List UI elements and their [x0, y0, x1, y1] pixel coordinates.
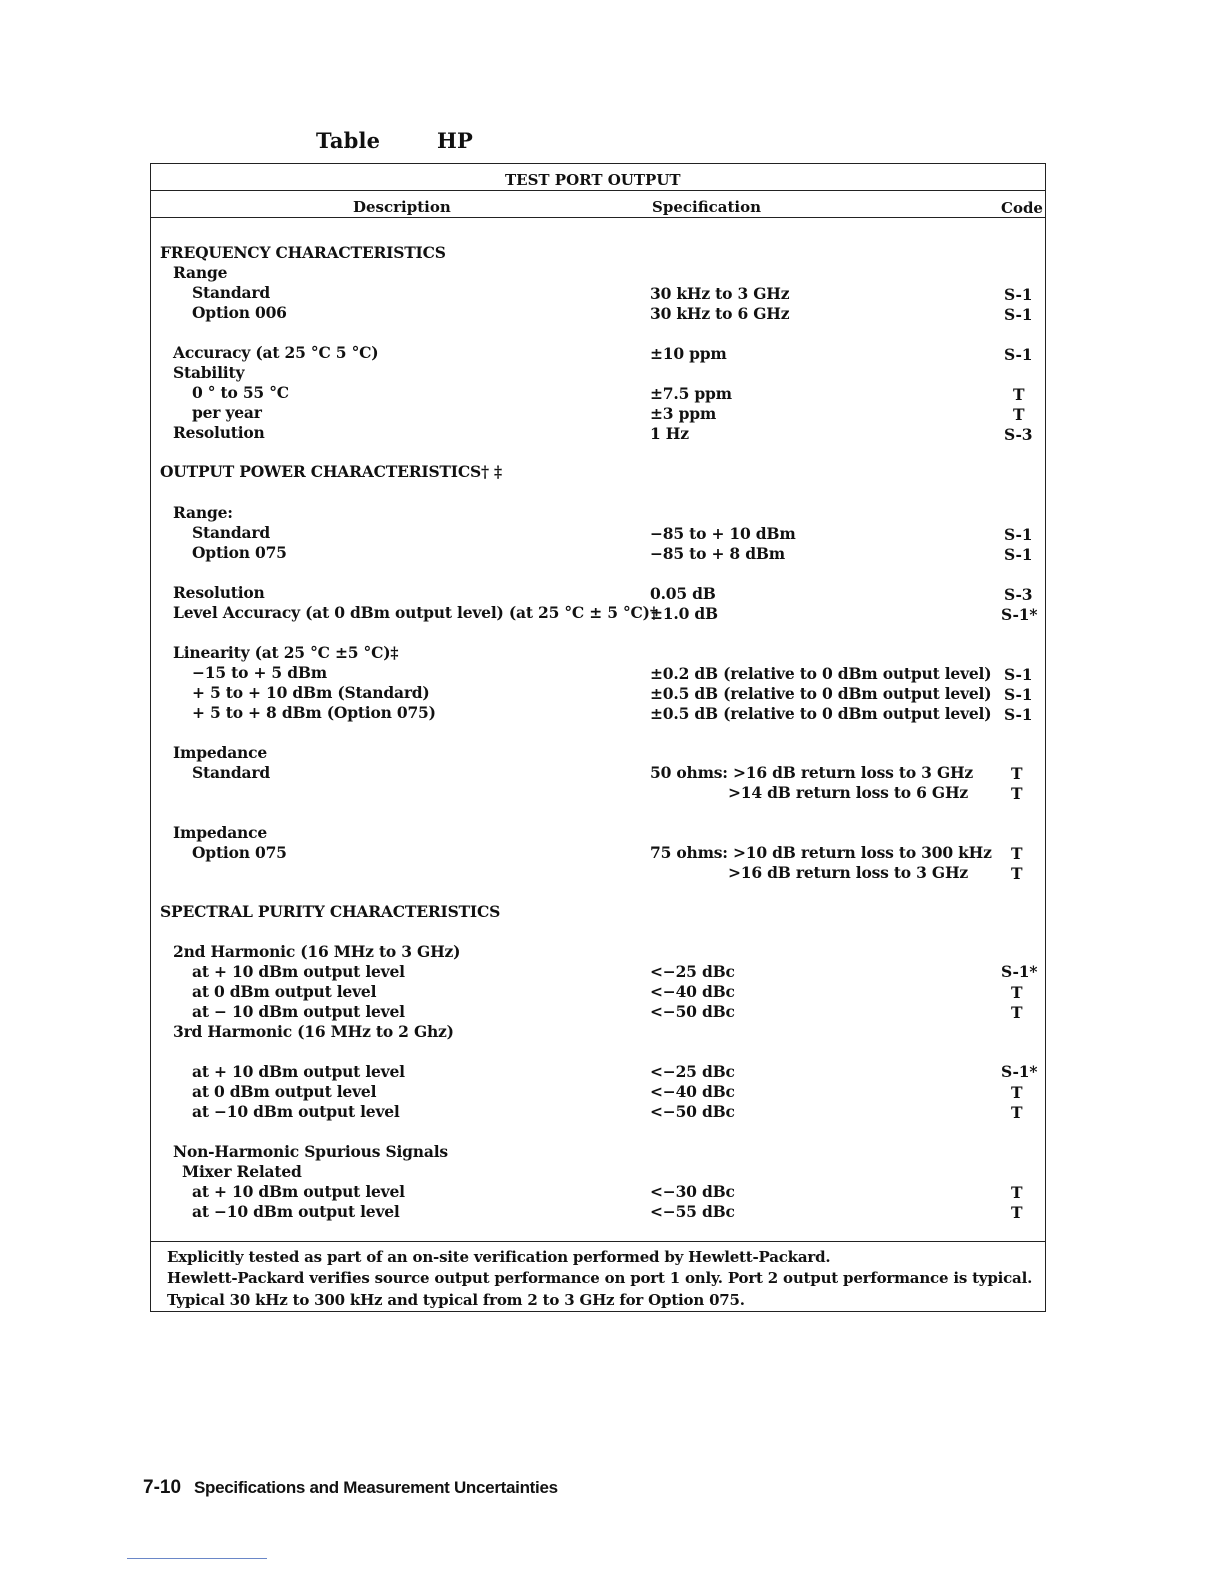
row-label: Resolution: [173, 583, 265, 602]
row-spec: −85 to + 10 dBm: [650, 524, 796, 543]
row-code: S-3: [1004, 585, 1033, 604]
row-code: S-1*: [1001, 605, 1038, 624]
row-label: Impedance: [173, 823, 268, 842]
row-spec: ±7.5 ppm: [650, 384, 732, 403]
row-label: Non-Harmonic Spurious Signals: [173, 1142, 448, 1161]
row-label: at −10 dBm output level: [192, 1202, 400, 1221]
row-code: T: [1011, 1103, 1023, 1122]
row-label: Stability: [173, 363, 245, 382]
footnote-rule: [150, 1241, 1046, 1242]
row-spec: >16 dB return loss to 3 GHz: [728, 863, 969, 882]
row-code: T: [1011, 1083, 1023, 1102]
row-label: at 0 dBm output level: [192, 1082, 377, 1101]
section-output-power: OUTPUT POWER CHARACTERISTICS† ‡: [160, 462, 502, 481]
row-spec: ±1.0 dB: [650, 604, 718, 623]
row-label: −15 to + 5 dBm: [192, 663, 327, 682]
header-specification: Specification: [652, 198, 761, 216]
row-code: T: [1011, 844, 1023, 863]
row-spec: >14 dB return loss to 6 GHz: [728, 783, 969, 802]
row-spec: ±0.5 dB (relative to 0 dBm output level): [650, 704, 992, 723]
row-spec: ±3 ppm: [650, 404, 717, 423]
row-code: T: [1011, 1183, 1023, 1202]
section-spectral-purity: SPECTRAL PURITY CHARACTERISTICS: [160, 902, 501, 921]
running-footer: Specifications and Measurement Uncertainties: [194, 1478, 558, 1497]
row-spec: <−25 dBc: [650, 962, 735, 981]
row-label: Option 075: [192, 843, 287, 862]
row-code: S-1: [1004, 345, 1033, 364]
row-spec: 1 Hz: [650, 424, 689, 443]
section-frequency: FREQUENCY CHARACTERISTICS: [160, 243, 446, 262]
row-spec: 50 ohms: >16 dB return loss to 3 GHz: [650, 763, 974, 782]
banner-rule: [150, 190, 1046, 191]
row-label: + 5 to + 10 dBm (Standard): [192, 683, 430, 702]
row-label: 3rd Harmonic (16 MHz to 2 Ghz): [173, 1022, 454, 1041]
row-spec: −85 to + 8 dBm: [650, 544, 785, 563]
row-spec: <−30 dBc: [650, 1182, 735, 1201]
row-spec: <−50 dBc: [650, 1002, 735, 1021]
footnote: Hewlett-Packard verifies source output performance on port 1 only. Port 2 output performance is typical.: [167, 1269, 1033, 1287]
row-code: S-1*: [1001, 962, 1038, 981]
row-label: Mixer Related: [182, 1162, 302, 1181]
row-spec: ±0.5 dB (relative to 0 dBm output level): [650, 684, 992, 703]
row-label: Linearity (at 25 °C ±5 °C)‡: [173, 643, 399, 662]
row-code: T: [1011, 1003, 1023, 1022]
bottom-rule: [127, 1558, 267, 1559]
row-spec: <−25 dBc: [650, 1062, 735, 1081]
row-label: at + 10 dBm output level: [192, 1062, 405, 1081]
row-label: Level Accuracy (at 0 dBm output level) (at 25 °C ± 5 °C)†: [173, 603, 658, 622]
row-label: Resolution: [173, 423, 265, 442]
row-spec: 0.05 dB: [650, 584, 716, 603]
row-code: S-1: [1004, 665, 1033, 684]
spec-table-frame: [150, 163, 1046, 1312]
row-label: Range: [173, 263, 228, 282]
row-label: per year: [192, 403, 262, 422]
row-label: + 5 to + 8 dBm (Option 075): [192, 703, 436, 722]
row-label: Range:: [173, 503, 233, 522]
row-code: S-3: [1004, 425, 1033, 444]
row-label: Impedance: [173, 743, 268, 762]
row-label: Standard: [192, 763, 270, 782]
row-label: Option 006: [192, 303, 287, 322]
row-spec: ±0.2 dB (relative to 0 dBm output level): [650, 664, 992, 683]
row-code: T: [1011, 764, 1023, 783]
row-spec: 75 ohms: >10 dB return loss to 300 kHz: [650, 843, 992, 862]
row-spec: <−40 dBc: [650, 982, 735, 1001]
row-code: S-1: [1004, 705, 1033, 724]
row-label: at − 10 dBm output level: [192, 1002, 405, 1021]
row-label: at −10 dBm output level: [192, 1102, 400, 1121]
row-code: T: [1013, 405, 1025, 424]
row-spec: 30 kHz to 6 GHz: [650, 304, 790, 323]
header-rule: [150, 217, 1046, 218]
row-label: Option 075: [192, 543, 287, 562]
table-hp-label: HP: [437, 128, 474, 153]
row-spec: <−40 dBc: [650, 1082, 735, 1101]
row-code: S-1: [1004, 685, 1033, 704]
header-code: Code: [1001, 199, 1043, 217]
row-label: Standard: [192, 523, 270, 542]
footnote: Explicitly tested as part of an on-site verification performed by Hewlett-Packard.: [167, 1248, 831, 1266]
row-code: S-1: [1004, 305, 1033, 324]
row-spec: 30 kHz to 3 GHz: [650, 284, 790, 303]
row-spec: <−50 dBc: [650, 1102, 735, 1121]
row-label: Standard: [192, 283, 270, 302]
row-code: S-1: [1004, 285, 1033, 304]
row-code: T: [1011, 1203, 1023, 1222]
row-code: T: [1011, 784, 1023, 803]
row-label: 2nd Harmonic (16 MHz to 3 GHz): [173, 942, 461, 961]
row-spec: <−55 dBc: [650, 1202, 735, 1221]
row-code: T: [1011, 983, 1023, 1002]
row-code: S-1: [1004, 525, 1033, 544]
table-label: Table: [316, 128, 381, 153]
footnote: Typical 30 kHz to 300 kHz and typical from 2 to 3 GHz for Option 075.: [167, 1291, 745, 1309]
row-code: T: [1011, 864, 1023, 883]
page-number: 7-10: [143, 1477, 182, 1498]
row-label: at + 10 dBm output level: [192, 1182, 405, 1201]
row-label: 0 ° to 55 °C: [192, 383, 289, 402]
row-code: T: [1013, 385, 1025, 404]
header-description: Description: [353, 198, 451, 216]
row-label: at + 10 dBm output level: [192, 962, 405, 981]
table-banner: TEST PORT OUTPUT: [505, 171, 681, 189]
row-code: S-1: [1004, 545, 1033, 564]
row-spec: ±10 ppm: [650, 344, 727, 363]
row-code: S-1*: [1001, 1062, 1038, 1081]
row-label: Accuracy (at 25 °C 5 °C): [173, 343, 379, 362]
row-label: at 0 dBm output level: [192, 982, 377, 1001]
